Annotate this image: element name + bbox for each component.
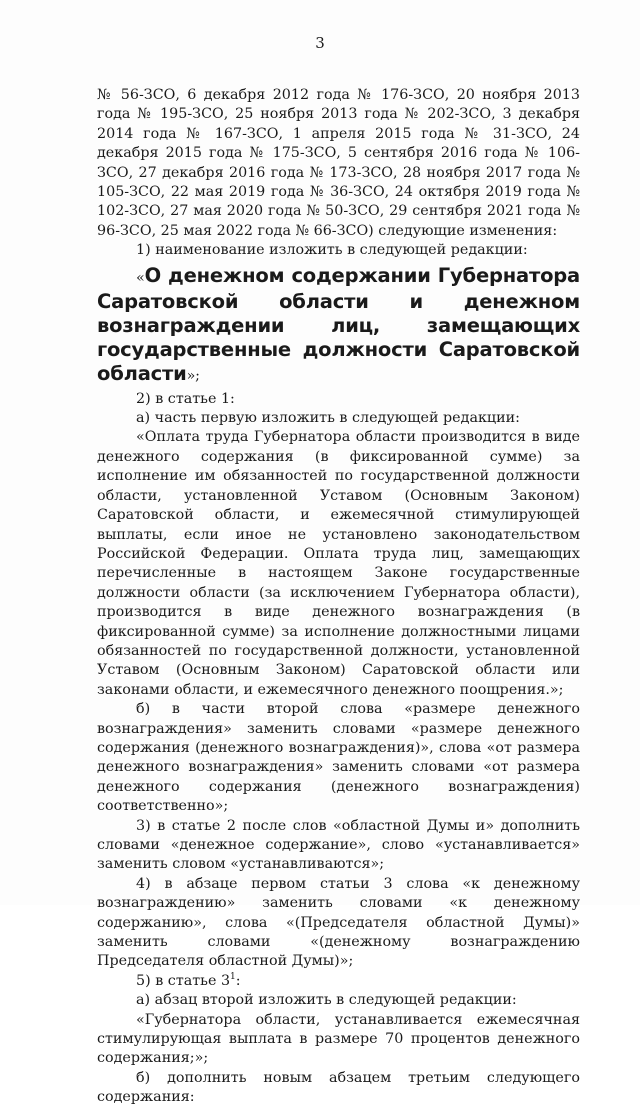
paragraph-quote-2: «Губернатора области, устанавливается ежемесячная стимулирующая выплата в размере 70 процентов денежного содержания;»; bbox=[97, 1011, 580, 1067]
paragraph-item-5b: б) дополнить новым абзацем третьим следующего содержания: bbox=[97, 1069, 580, 1106]
paragraph-quote-1: «Оплата труда Губернатора области производится в виде денежного содержания (в фиксированной сумме) за исполнение им обязанностей по государственной должности области, установленной Уставом (Основным Законом) Саратовской области, и ежемесячной стимулирующей выплаты, если иное не установлено законодательством Российской Федерации. Оплата труда лиц, замещающих перечисленные в настоящем Законе государственные должности области (за исключением Губернатора области), производится в виде денежного вознаграждения (в фиксированной сумме) за исполнение должностными лицами обязанностей по государственной должности, установленной Уставом (Основным Законом) Саратовской области или законами области, и ежемесячного денежного поощрения.»; bbox=[97, 429, 580, 698]
paragraph-item-1: 1) наименование изложить в следующей редакции: bbox=[136, 242, 528, 259]
item-5-suffix: : bbox=[235, 972, 241, 989]
item-5-superscript: 1 bbox=[230, 972, 236, 983]
paragraph-intro: № 56-ЗСО, 6 декабря 2012 года № 176-ЗСО, 20 ноября 2013 года № 195-ЗСО, 25 ноября 2013 года № 202-ЗСО, 3 декабря 2014 года № 167-ЗСО, 1 апреля 2015 года № 31-ЗСО, 24 декабря 2015 года № 175-ЗСО, 5 сентября 2016 года № 106-ЗСО, 27 декабря 2016 года № 173-ЗСО, 28 ноября 2017 года № 105-ЗСО, 22 мая 2019 года № 36-ЗСО, 24 октября 2019 года № 102-ЗСО, 27 мая 2020 года № 50-ЗСО, 29 сентября 2021 года № 96-ЗСО, 25 мая 2022 года № 66-ЗСО) следующие изменения: bbox=[97, 87, 580, 239]
paragraph-item-5 bbox=[97, 972, 580, 991]
paragraph-item-2: 2) в статье 1: bbox=[136, 390, 235, 407]
item-5-prefix: 5) в статье 3 bbox=[136, 972, 231, 989]
page-number: 3 bbox=[315, 34, 325, 52]
law-title bbox=[97, 264, 580, 388]
paragraph-item-4: 4) в абзаце первом статьи 3 слова «к денежному вознаграждению» заменить словами «к денежному содержанию», слова «(Председателя областной Думы)» заменить словами «(денежному вознаграждению Председателя областной Думы)»; bbox=[97, 875, 580, 970]
paragraph-item-3: 3) в статье 2 после слов «областной Думы и» дополнить словами «денежное содержание», слово «устанавливается» заменить словом «устанавливаются»; bbox=[97, 817, 580, 873]
paragraph-item-5a: а) абзац второй изложить в следующей редакции: bbox=[136, 992, 517, 1009]
title-text: О денежном содержании Губернатора Саратовской области и денежном вознаграждении лиц, замещающих государственные должности Саратовской области bbox=[97, 263, 580, 385]
paragraph-item-2a: а) часть первую изложить в следующей редакции: bbox=[136, 410, 520, 427]
title-open-quote: « bbox=[136, 269, 145, 286]
paragraph-item-2b: б) в части второй слова «размере денежного вознаграждения» заменить словами «размере денежного содержания (денежного вознаграждения)», слова «от размера денежного вознаграждения» заменить словами «от размера денежного содержания (денежного вознаграждения) соответственно»; bbox=[97, 701, 580, 815]
title-close-quote: »; bbox=[186, 367, 200, 384]
document-body bbox=[97, 86, 580, 1108]
